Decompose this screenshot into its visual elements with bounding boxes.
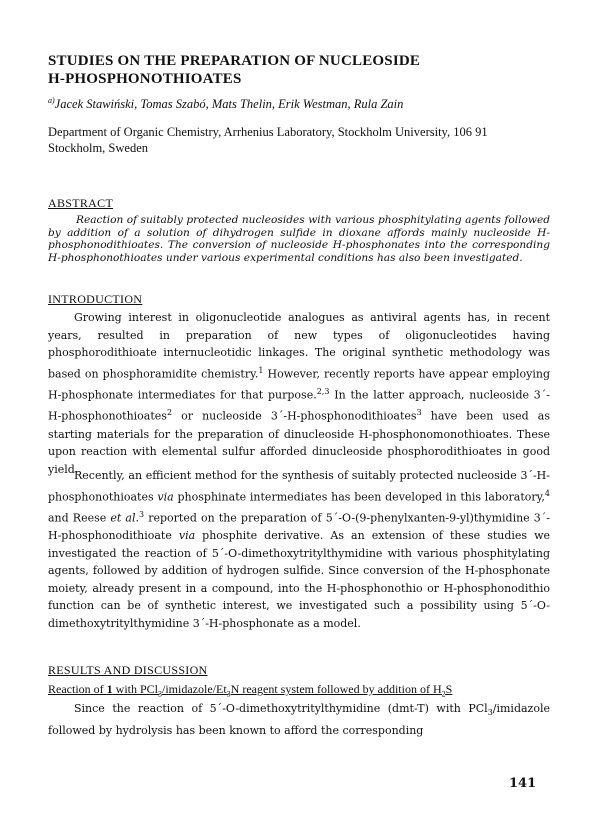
italic-term: via [157,490,174,504]
abstract-heading: ABSTRACT [48,196,114,210]
italic-term: et al. [110,511,139,525]
text-run: /imidazole/Et [162,682,227,696]
introduction-heading: INTRODUCTION [48,292,143,306]
paper-title [48,52,548,88]
intro-paragraph-2 [48,467,550,633]
text-run: In the latter approach, nucleoside 3´-H-phosphonothioates [48,388,550,423]
text-run: phosphite derivative. As an extension of these studies we investigated the reaction of 5´-O-dimethoxytritylthymidine with various phosphitylating agents, followed by addition of hydrogen sulfide. Since conversion of the H-phosphonate moiety, already present in a compound, into the H-phosphonothio or H-phosphonodithio function can be of synthetic interest, we investigated such a possibility using 5´-O-dimethoxytritylthymidine 3´-H-phosphonate as a model. [48,529,550,631]
italic-term: via [178,529,196,543]
author-footnote-marker: a) [48,96,55,105]
text-run: or nucleoside 3´-H-phosphonodithioates [172,409,417,423]
reference-marker: 2 [166,408,173,418]
reference-marker: 3 [139,509,145,519]
text-run: /imidazole followed by hydrolysis has been known to afford the corresponding [48,702,550,737]
title-line-1: STUDIES ON THE PREPARATION OF NUCLEOSIDE [48,53,421,69]
intro-paragraph-1 [48,309,550,478]
title-line-2: H-PHOSPHONOTHIOATES [48,71,242,87]
affiliation [48,124,568,156]
text-run: have been used as starting materials for the preparation of dinucleoside H-phosphonomonothioates. These upon reaction with elemental sulfur afforded dinucleoside phosphorodithioates in good yield. [48,409,551,476]
subscript: 3 [158,689,163,699]
text-run: phosphinate intermediates has been developed in this laboratory, [173,490,545,504]
author-list [48,96,568,112]
compound-number: 1 [106,682,113,696]
reference-marker: 2,3 [316,387,330,397]
subscript: 3 [226,689,231,699]
text-run: Growing interest in oligonucleotide analogues as antiviral agents has, in recent years, resulted in preparation of new types of oligonucleotides having phosphorodithioate internucleotidic linkages. The original synthetic methodology was based on phosphoramidite chemistry. [48,311,550,381]
reference-marker: 1 [258,365,264,375]
abstract-text: Reaction of suitably protected nucleosides with various phosphitylating agents followed by addition of a solution of dihydrogen sulfide in dioxane affords mainly nucleoside H-phosphonodithioates. The conversion of nucleoside H-phosphonates into the corresponding H-phosphonothioates under various experimental conditions has also been investigated. [48,214,550,264]
text-run: Recently, an efficient method for the synthesis of suitably protected nucleoside 3´-H-phosphonothioates [48,469,550,504]
text-run: Reaction of [48,682,107,696]
results-heading: RESULTS AND DISCUSSION [48,663,208,677]
reference-marker: 3 [416,408,422,418]
author-names: Jacek Stawiński, Tomas Szabó, Mats Thelin, Erik Westman, Rula Zain [54,97,404,112]
text-run: reported on the preparation of 5´-O-(9-phenylxanten-9-yl)thymidine 3´-H-phosphonodithioate [48,511,551,543]
text-run: and Reese [48,511,111,525]
results-paragraph-1 [48,700,550,739]
subscript: 2 [441,689,446,699]
text-run: S [445,682,453,696]
page-number: 141 [509,776,537,791]
results-subheading [48,682,558,698]
subscript: 3 [487,708,493,718]
reference-marker: 4 [544,488,551,498]
affiliation-line-1: Department of Organic Chemistry, Arrhenius Laboratory, Stockholm University, 106 91 [48,125,488,139]
text-run: N reagent system followed by addition of H [230,682,442,696]
affiliation-line-2: Stockholm, Sweden [48,141,148,155]
text-run: However, recently reports have appear employing H-phosphonate intermediates for that purpose. [48,367,551,402]
text-run: Since the reaction of 5´-O-dimethoxytritylthymidine (dmt-T) with PCl [74,702,488,715]
text-run: with PCl [112,682,159,696]
